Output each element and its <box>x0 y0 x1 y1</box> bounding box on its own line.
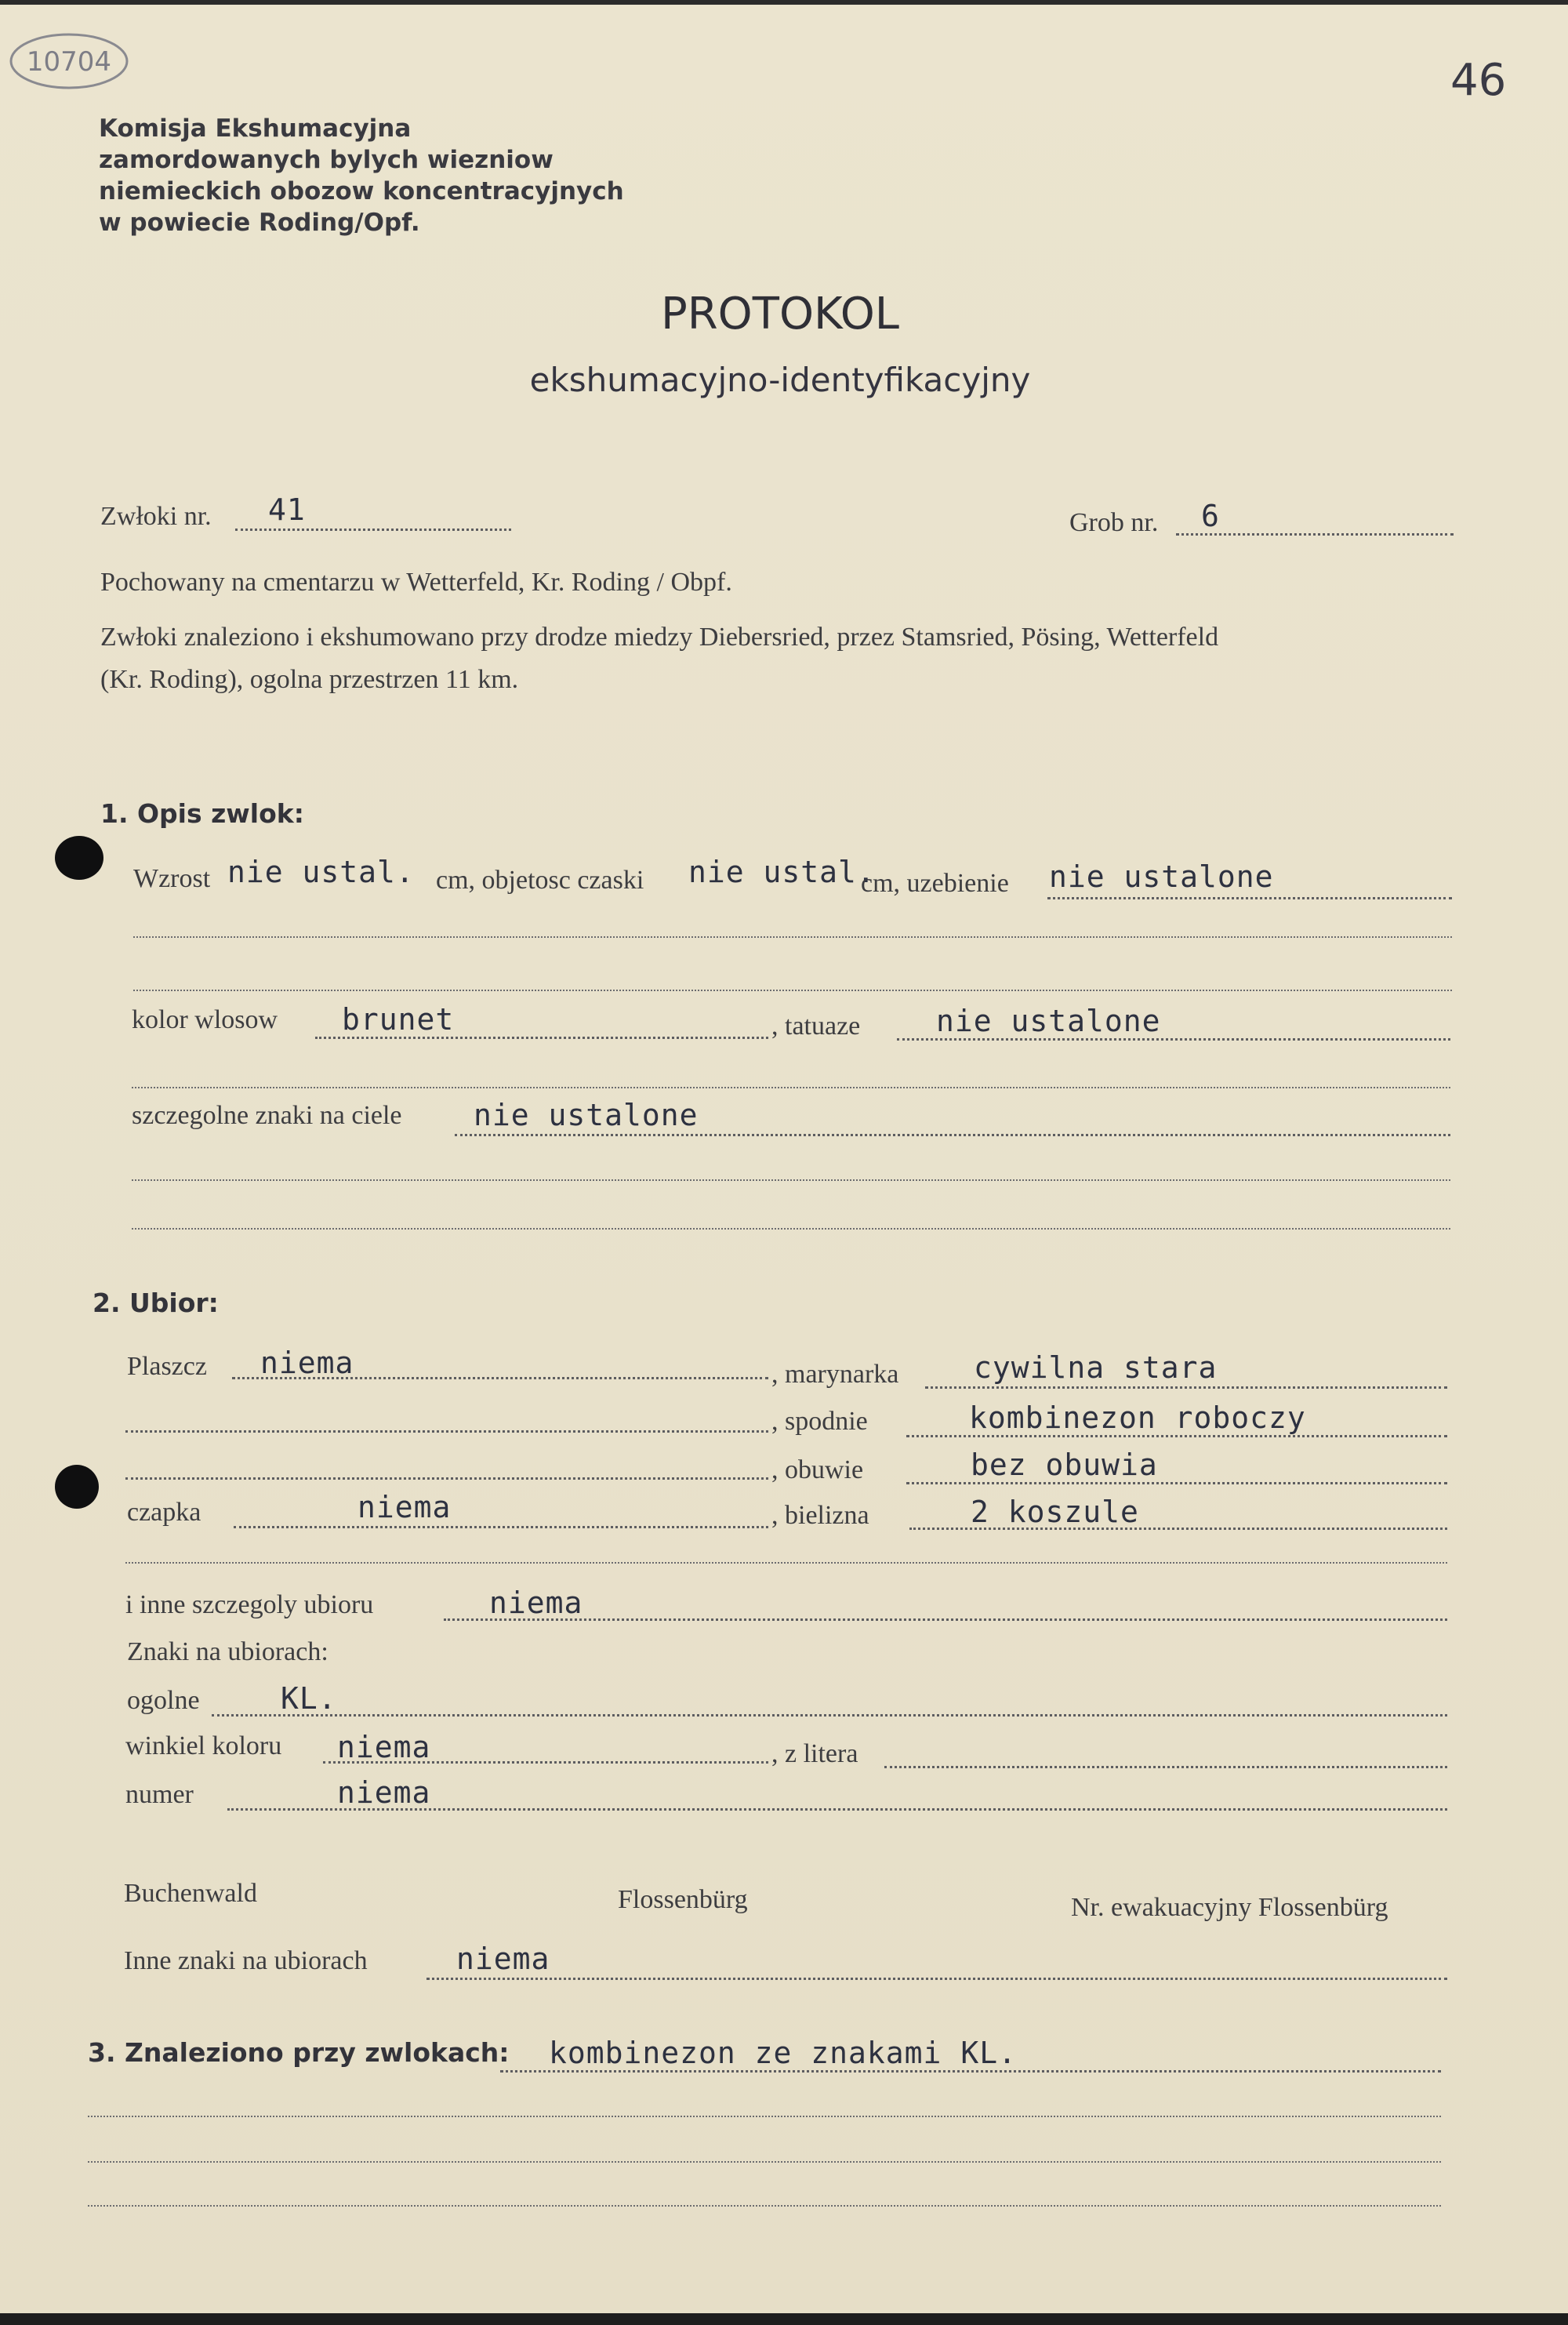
dotted-line <box>125 1430 768 1433</box>
svg-text:10704: 10704 <box>26 46 112 78</box>
underwear-value: 2 koszule <box>971 1495 1139 1529</box>
triangle-color-label: winkiel koloru <box>125 1731 282 1760</box>
dotted-line <box>234 1526 768 1528</box>
coat-label: Plaszcz <box>127 1352 207 1381</box>
blank-line <box>133 990 1452 991</box>
dotted-line <box>125 1477 768 1480</box>
blank-line <box>88 2116 1441 2117</box>
clothing-marks-heading: Znaki na ubiorach: <box>127 1637 328 1666</box>
section-1-title: 1. Opis zwlok: <box>100 798 304 829</box>
body-marks-value: nie ustalone <box>474 1098 699 1132</box>
dotted-line <box>1176 533 1454 536</box>
scan-edge-bottom <box>0 2313 1568 2325</box>
cap-value: niema <box>358 1490 452 1524</box>
page-number: 46 <box>1450 55 1507 106</box>
camp-flossenburg-label: Flossenbürg <box>618 1885 748 1914</box>
dotted-line <box>884 1766 1447 1768</box>
other-details-label: i inne szczegoly ubioru <box>125 1590 374 1619</box>
dotted-line <box>235 529 511 531</box>
section-3-title: 3. Znaleziono przy zwlokach: <box>88 2037 510 2068</box>
tattoo-label: , tatuaze <box>771 1012 861 1041</box>
blank-line <box>132 1087 1450 1088</box>
found-location-text-cont: (Kr. Roding), ogolna przestrzen 11 km. <box>100 665 519 694</box>
blank-line <box>88 2161 1441 2163</box>
skull-unit-label: cm, uzebienie <box>861 869 1009 898</box>
dotted-line <box>1047 897 1452 899</box>
other-clothing-marks-label: Inne znaki na ubiorach <box>124 1946 368 1975</box>
number-label: numer <box>125 1780 194 1809</box>
header-line: niemieckich obozow koncentracyjnych <box>99 177 624 205</box>
dotted-line <box>906 1435 1447 1437</box>
general-marks-value: KL. <box>281 1681 337 1716</box>
jacket-label: , marynarka <box>771 1360 899 1389</box>
dotted-line <box>897 1038 1450 1041</box>
dotted-line <box>212 1714 1447 1717</box>
evacuation-number-label: Nr. ewakuacyjny Flossenbürg <box>1071 1893 1388 1922</box>
height-label: Wzrost <box>133 864 211 893</box>
shoes-value: bez obuwia <box>971 1448 1158 1482</box>
body-marks-label: szczegolne znaki na ciele <box>132 1101 402 1130</box>
dotted-line <box>500 2070 1441 2073</box>
cap-label: czapka <box>127 1498 201 1527</box>
blank-line <box>125 1562 1447 1564</box>
blank-line <box>132 1179 1450 1181</box>
camp-buchenwald-label: Buchenwald <box>124 1879 257 1908</box>
grave-number-value: 6 <box>1201 499 1220 533</box>
header-line: Komisja Ekshumacyjna <box>99 114 412 143</box>
letter-label: , z litera <box>771 1739 858 1768</box>
dotted-line <box>906 1482 1447 1484</box>
other-clothing-marks-value: niema <box>456 1942 550 1976</box>
dotted-line <box>444 1618 1447 1621</box>
document-title: PROTOKOL <box>661 289 899 340</box>
found-items-value: kombinezon ze znakami KL. <box>549 2036 1017 2070</box>
coat-value: niema <box>260 1346 354 1380</box>
underwear-label: , bielizna <box>771 1501 869 1530</box>
dotted-line <box>925 1386 1447 1389</box>
skull-value: nie ustal. <box>688 855 876 889</box>
burial-place-text: Pochowany na cmentarzu w Wetterfeld, Kr. Roding / Obpf. <box>100 568 732 597</box>
number-value: niema <box>337 1775 431 1810</box>
punch-hole <box>55 1465 99 1509</box>
trousers-value: kombinezon roboczy <box>969 1400 1306 1435</box>
general-marks-label: ogolne <box>127 1686 200 1715</box>
archive-stamp <box>6 30 132 93</box>
tattoo-value: nie ustalone <box>936 1004 1161 1038</box>
trousers-label: , spodnie <box>771 1407 868 1436</box>
section-2-title: 2. Ubior: <box>93 1288 219 1318</box>
blank-line <box>132 1228 1450 1230</box>
height-value: nie ustal. <box>227 855 415 889</box>
punch-hole <box>55 836 103 880</box>
corpse-number-label: Zwłoki nr. <box>100 502 212 531</box>
height-unit-label: cm, objetosc czaski <box>436 866 644 895</box>
hair-color-value: brunet <box>342 1002 455 1037</box>
dotted-line <box>455 1134 1450 1136</box>
grave-number-label: Grob nr. <box>1069 508 1159 537</box>
hair-color-label: kolor wlosow <box>132 1005 278 1034</box>
blank-line <box>88 2205 1441 2207</box>
jacket-value: cywilna stara <box>974 1350 1218 1385</box>
document-subtitle: ekshumacyjno-identyfikacyjny <box>529 361 1031 399</box>
shoes-label: , obuwie <box>771 1455 864 1484</box>
header-line: w powiecie Roding/Opf. <box>99 209 420 237</box>
dotted-line <box>426 1978 1447 1980</box>
corpse-number-value: 41 <box>268 492 306 527</box>
triangle-color-value: niema <box>337 1730 431 1764</box>
header-line: zamordowanych bylych wiezniow <box>99 146 554 174</box>
found-location-text: Zwłoki znaleziono i ekshumowano przy drodze miedzy Diebersried, przez Stamsried, Pösing, Wetterfeld <box>100 623 1219 652</box>
commission-header <box>99 113 624 238</box>
other-details-value: niema <box>489 1586 583 1620</box>
teeth-value: nie ustalone <box>1049 859 1274 894</box>
scan-edge-top <box>0 0 1568 5</box>
blank-line <box>133 936 1452 938</box>
dotted-line <box>315 1037 768 1039</box>
